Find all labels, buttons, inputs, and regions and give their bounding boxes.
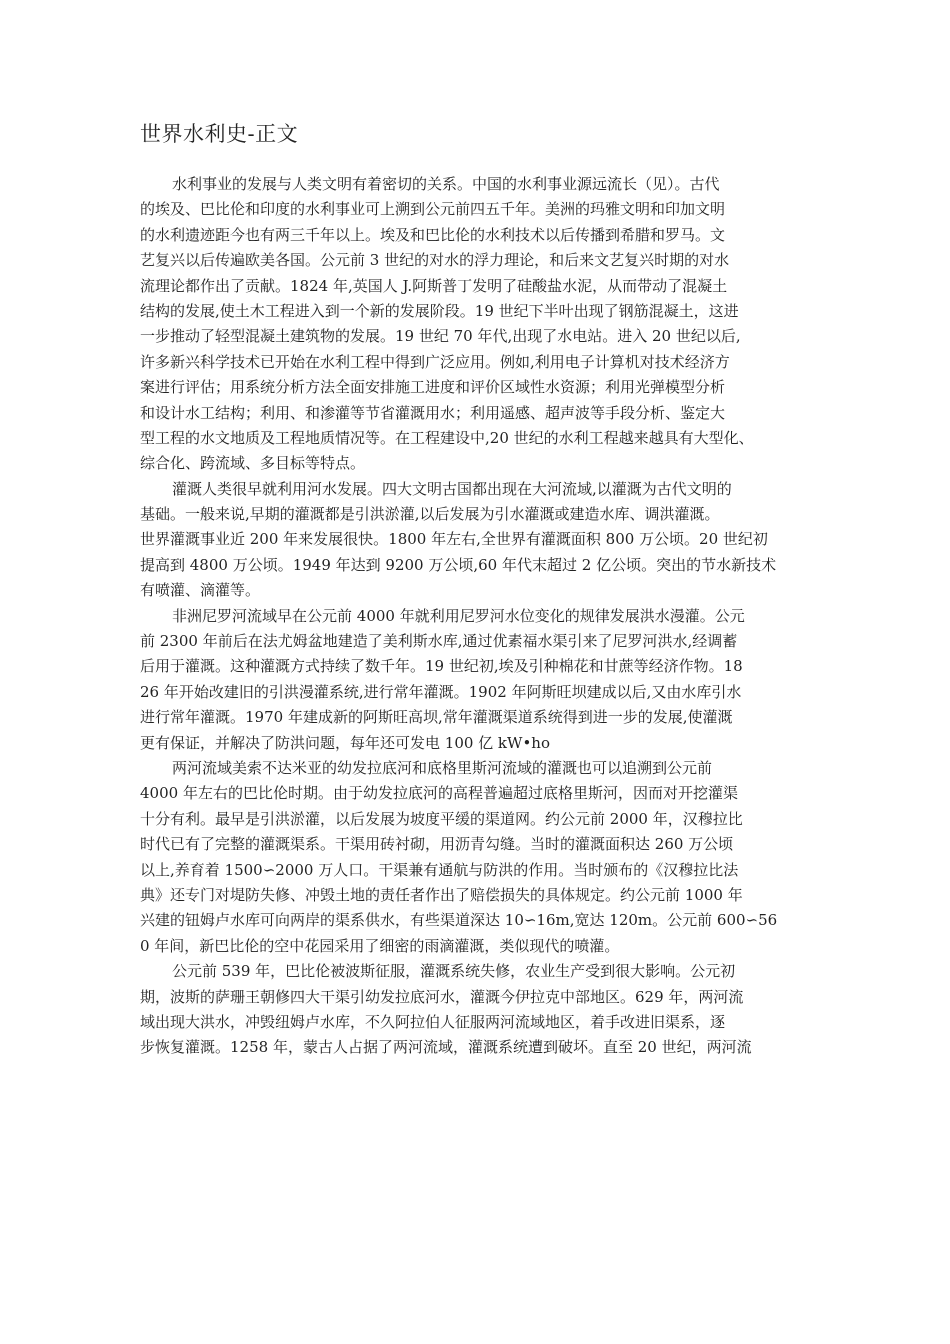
paragraph-line: 灌溉人类很早就利用河水发展。四大文明古国都出现在大河流域,以灌溉为古代文明的 [172,479,732,498]
paragraph-line: 后用于灌溉。这种灌溉方式持续了数千年。19 世纪初,埃及引种棉花和甘蔗等经济作物。18 [140,657,743,676]
paragraph-line: 4000 年左右的巴比伦时期。由于幼发拉底河的高程普遍超过底格里斯河，因而对开挖灌渠 [140,784,738,803]
paragraph-line: 时代已有了完整的灌溉渠系。干渠用砖衬砌，用沥青勾缝。当时的灌溉面积达 260 万公顷 [140,835,734,854]
paragraph-line: 艺复兴以后传遍欧美各国。公元前 3 世纪的对水的浮力理论，和后来文艺复兴时期的对水 [140,251,730,270]
paragraph-line: 域出现大洪水，冲毁纽姆卢水库，不久阿拉伯人征服两河流域地区，着手改进旧渠系，逐 [140,1012,726,1031]
paragraph-line: 26 年开始改建旧的引洪漫灌系统,进行常年灌溉。1902 年阿斯旺坝建成以后,又由水库引水 [140,682,742,701]
paragraph-line: 有喷灌、滴灌等。 [140,581,261,600]
paragraph-line: 非洲尼罗河流域早在公元前 4000 年就利用尼罗河水位变化的规律发展洪水漫灌。公元 [172,606,745,625]
paragraph [140,172,822,477]
paragraph-line: 提高到 4800 万公顷。1949 年达到 9200 万公顷,60 年代末超过 2 亿公顷。突出的节水新技术 [140,555,777,574]
paragraph [140,477,822,604]
paragraph-line: 十分有利。最早是引洪淤灌，以后发展为坡度平缓的渠道网。约公元前 2000 年，汉穆拉比 [140,809,743,828]
paragraph-line: 一步推动了轻型混凝土建筑物的发展。19 世纪 70 年代,出现了水电站。进入 20 世纪以后, [140,327,741,346]
paragraph-line: 水利事业的发展与人类文明有着密切的关系。中国的水利事业源远流长（见）。古代 [172,175,720,193]
paragraph-line: 和设计水工结构；利用、和渗灌等节省灌溉用水；利用遥感、超声波等手段分析、鉴定大 [140,403,726,422]
paragraph-line: 基础。一般来说,早期的灌溉都是引洪淤灌,以后发展为引水灌溉或建造水库、调洪灌溉。 [140,505,720,524]
paragraph-line: 0 年间，新巴比伦的空中花园采用了细密的雨滴灌溉，类似现代的喷灌。 [140,936,620,955]
paragraph [140,756,822,959]
paragraph-line: 步恢复灌溉。1258 年，蒙古人占据了两河流域，灌溉系统遭到破坏。直至 20 世纪，两河流 [140,1038,752,1057]
paragraph-line: 型工程的水文地质及工程地质情况等。在工程建设中,20 世纪的水利工程越来越具有大型化、 [140,428,754,447]
paragraph-line: 结构的发展,使土木工程进入到一个新的发展阶段。19 世纪下半叶出现了钢筋混凝土，这进 [140,301,739,320]
paragraph-line: 世界灌溉事业近 200 年来发展很快。1800 年左右,全世界有灌溉面积 800 万公顷。20 世纪初 [140,530,768,549]
document-body [140,172,822,1061]
paragraph-line: 兴建的钮姆卢水库可向两岸的渠系供水，有些渠道深达 10∽16m,宽达 120m。公元前 600∽56 [140,911,778,930]
paragraph-line: 两河流域美索不达米亚的幼发拉底河和底格里斯河流域的灌溉也可以追溯到公元前 [172,758,713,777]
paragraph-line: 的埃及、巴比伦和印度的水利事业可上溯到公元前四五千年。美洲的玛雅文明和印加文明 [140,200,726,219]
paragraph-line: 以上,养育着 1500∽2000 万人口。干渠兼有通航与防洪的作用。当时颁布的《汉穆拉比法 [140,860,739,879]
paragraph-line: 案进行评估；用系统分析方法全面安排施工进度和评价区域性水资源；利用光弹模型分析 [140,378,726,397]
paragraph [140,959,822,1061]
paragraph-line: 前 2300 年前后在法尤姆盆地建造了美利斯水库,通过优素福水渠引来了尼罗河洪水,经调蓄 [140,632,738,651]
paragraph-line: 流理论都作出了贡献。1824 年,英国人 J.阿斯普丁发明了硅酸盐水泥，从而带动了混凝土 [140,276,728,295]
paragraph-line: 的水利遗迹距今也有两三千年以上。埃及和巴比伦的水利技术以后传播到希腊和罗马。文 [140,225,726,244]
paragraph-line: 典》还专门对堤防失修、冲毁土地的责任者作出了赔偿损失的具体规定。约公元前 1000 年 [140,885,743,904]
paragraph-line: 进行常年灌溉。1970 年建成新的阿斯旺高坝,常年灌溉渠道系统得到进一步的发展,使灌溉 [140,708,733,727]
paragraph-line: 更有保证，并解决了防洪问题，每年还可发电 100 亿 kW•ho [140,733,550,752]
paragraph-line: 综合化、跨流域、多目标等特点。 [140,454,366,473]
paragraph [140,604,822,756]
paragraph-line: 许多新兴科学技术已开始在水利工程中得到广泛应用。例如,利用电子计算机对技术经济方 [140,352,730,371]
document-title: 世界水利史-正文 [140,122,299,146]
paragraph-line: 期，波斯的萨珊王朝修四大干渠引幼发拉底河水，灌溉今伊拉克中部地区。629 年，两河流 [140,987,744,1006]
paragraph-line: 公元前 539 年，巴比伦被波斯征服，灌溉系统失修，农业生产受到很大影响。公元初 [172,962,736,981]
